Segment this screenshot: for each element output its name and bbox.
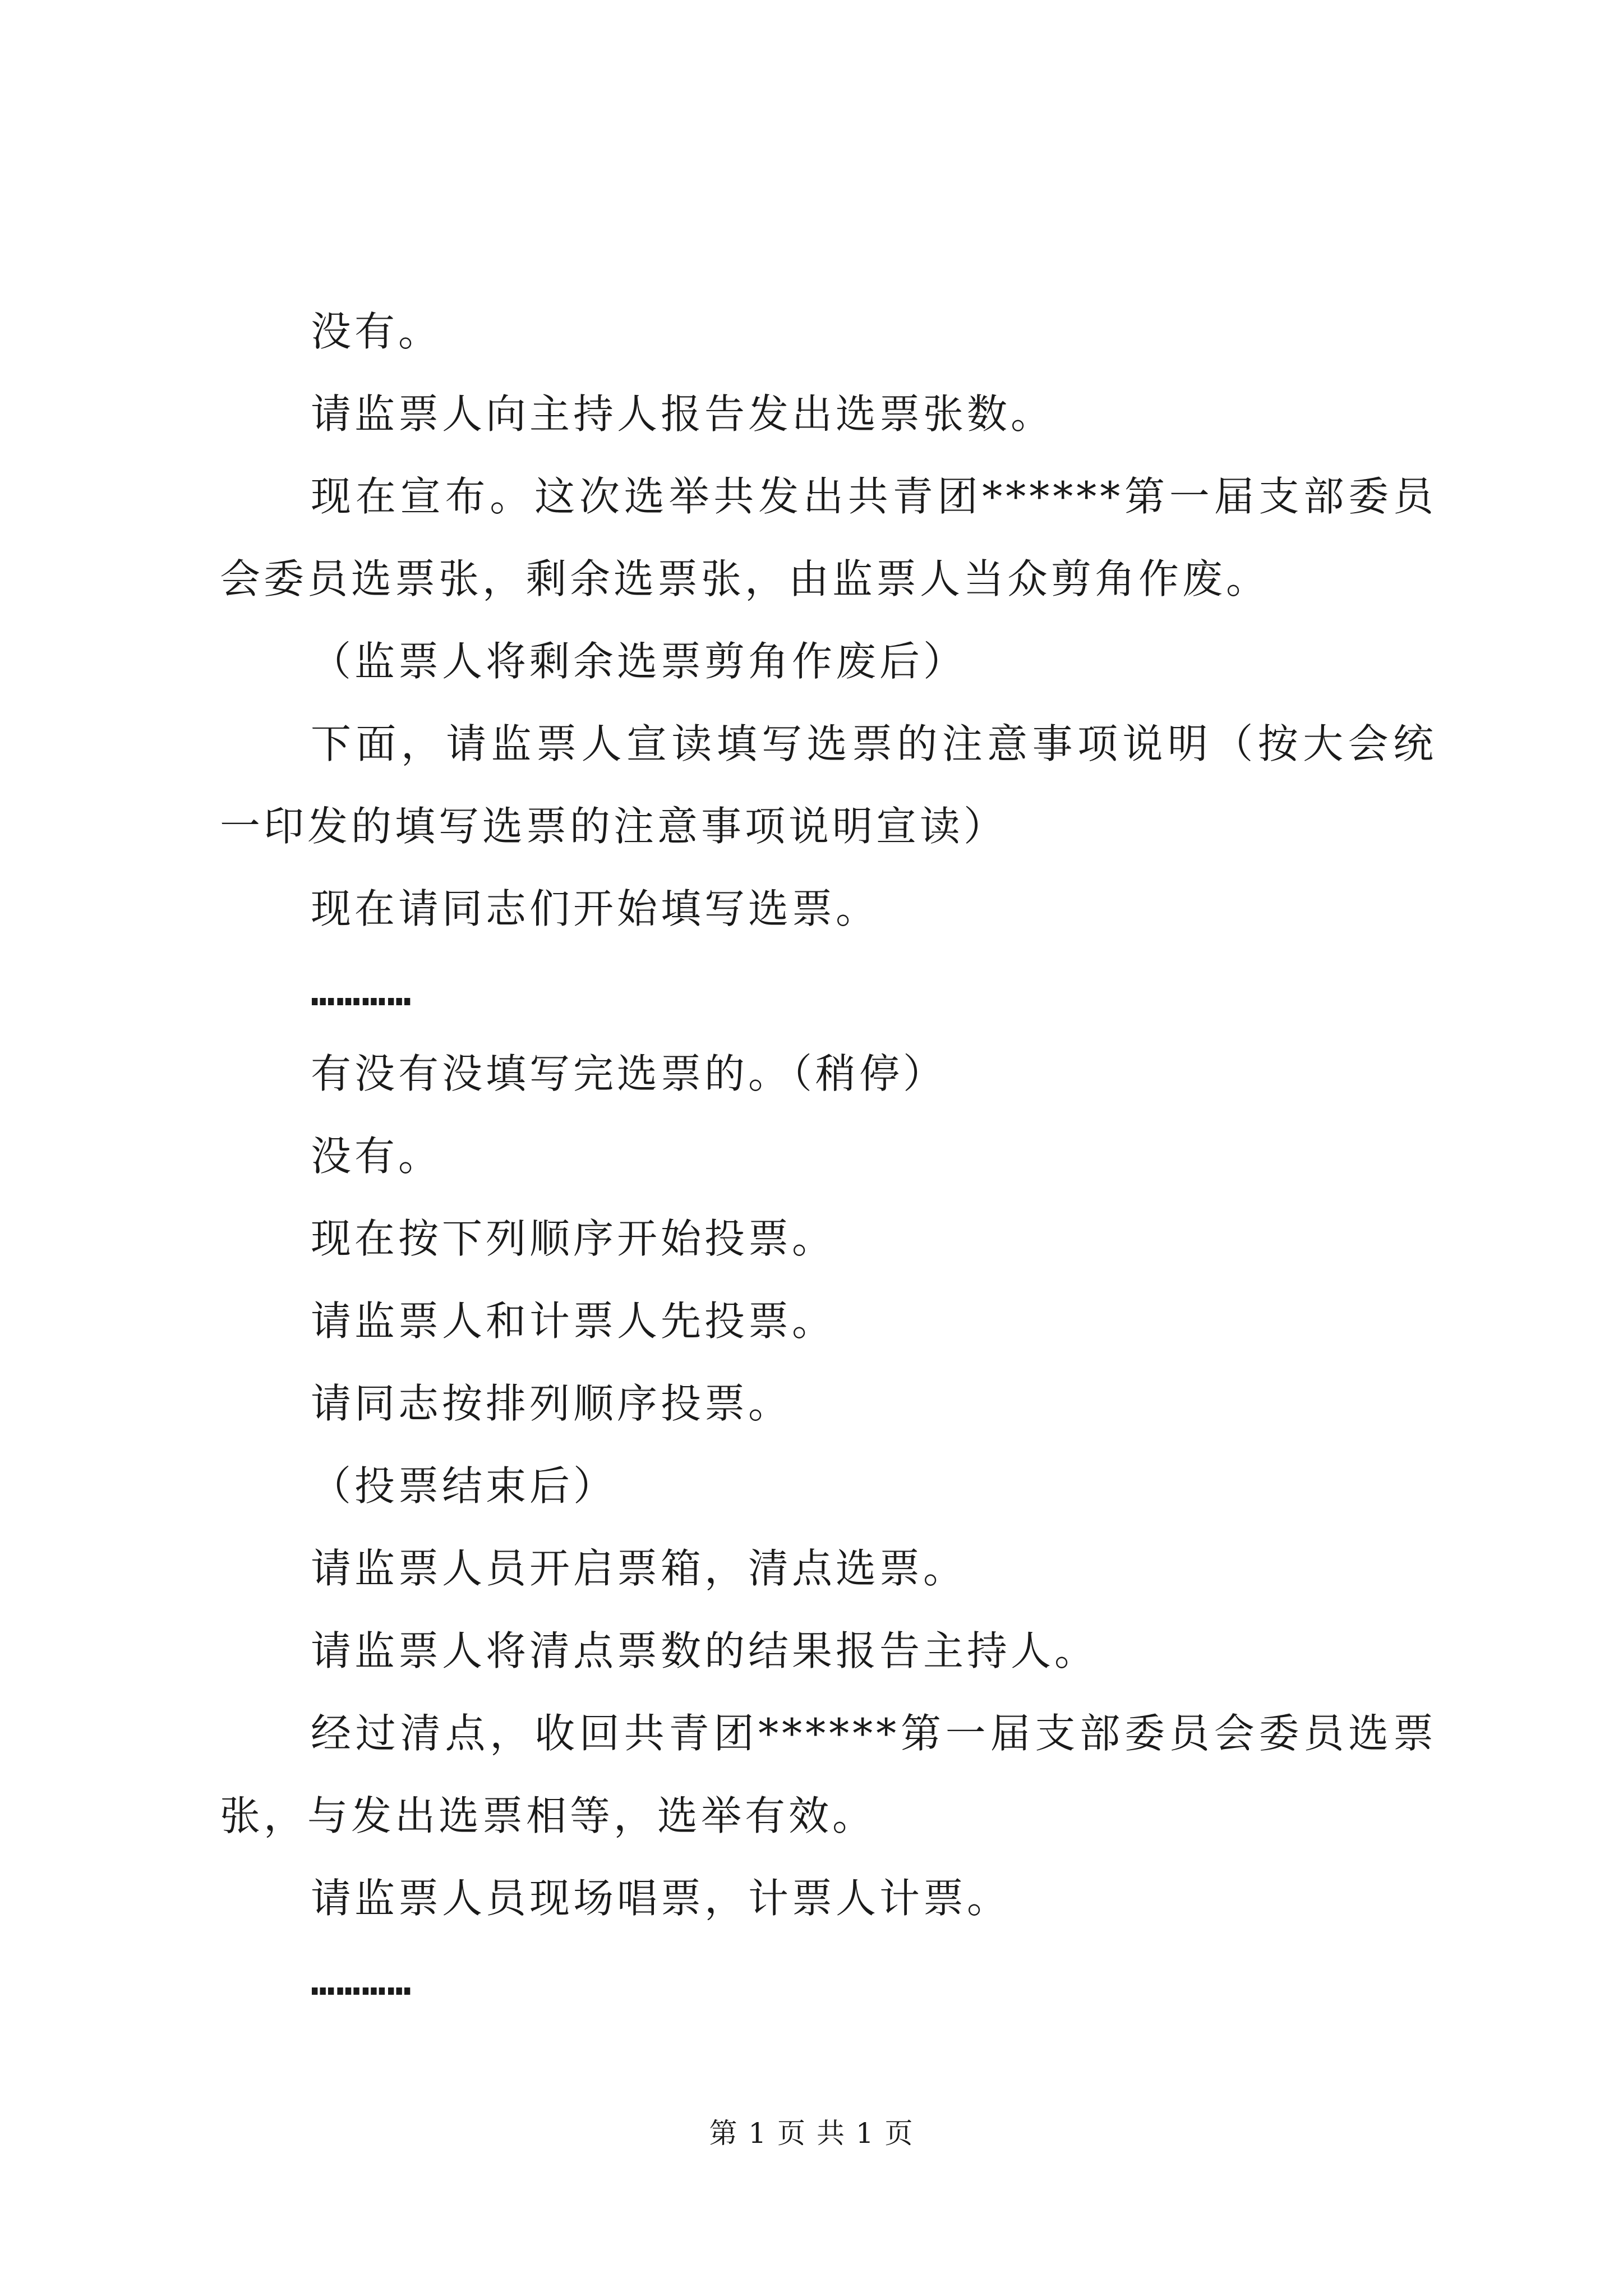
document-body — [220, 291, 1437, 2022]
paragraph: 请同志按排列顺序投票。 — [311, 1380, 792, 1427]
paragraph: 没有。 — [311, 1133, 442, 1180]
paragraph: 现在按下列顺序开始投票。 — [311, 1215, 836, 1262]
paragraph: 请监票人和计票人先投票。 — [311, 1297, 836, 1345]
ellipsis-line: ………… — [311, 1957, 413, 2004]
paragraph: （投票结束后） — [311, 1462, 617, 1510]
page-number-label: 第 1 页 共 1 页 — [709, 2117, 914, 2150]
paragraph: 现在请同志们开始填写选票。 — [311, 885, 880, 932]
paragraph: 请监票人员现场唱票，计票人计票。 — [311, 1875, 1011, 1922]
paragraph: 请监票人员开启票箱，清点选票。 — [311, 1545, 967, 1592]
paragraph: 下面，请监票人宣读填写选票的注意事项说明（按大会统一印发的填写选票的注意事项说明宣读） — [220, 720, 1437, 850]
paragraph: 没有。 — [311, 308, 442, 355]
paragraph: （监票人将剩余选票剪角作废后） — [311, 638, 967, 685]
paragraph: 请监票人向主持人报告发出选票张数。 — [311, 390, 1055, 438]
paragraph: 现在宣布。这次选举共发出共青团******第一届支部委员会委员选票张，剩余选票张，由监票人当众剪角作废。 — [220, 473, 1437, 602]
page-footer — [0, 2114, 1623, 2153]
paragraph: 有没有没填写完选票的。（稍停） — [311, 1050, 947, 1097]
ellipsis-line: ………… — [311, 968, 413, 1015]
paragraph: 请监票人将清点票数的结果报告主持人。 — [311, 1627, 1099, 1674]
paragraph: 经过清点，收回共青团******第一届支部委员会委员选票张，与发出选票相等，选举有效。 — [220, 1710, 1437, 1839]
